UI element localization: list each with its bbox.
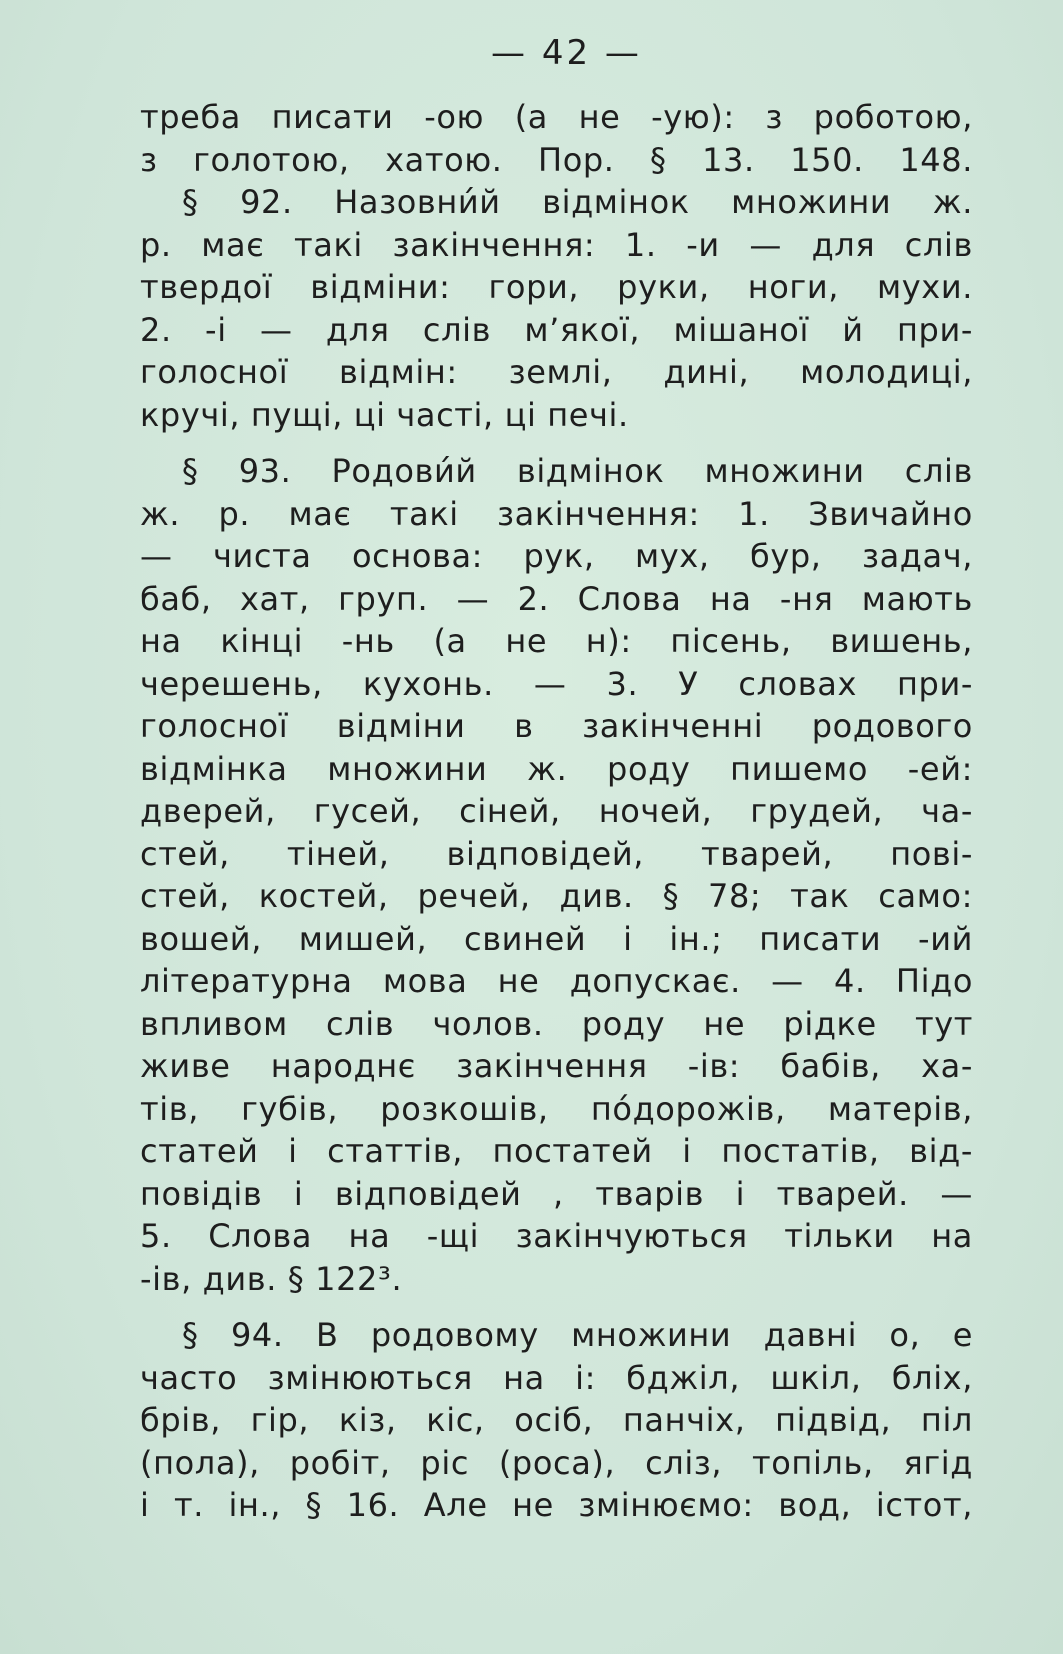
text-line: повідів і відповідей , тварів і тварей. — [140, 1174, 973, 1213]
text-line: живе народнє закінчення -ів: бабів, ха- [140, 1047, 973, 1085]
text-line: літературна мова не допускає. — 4. Підо [140, 962, 973, 1000]
text-line: § 92. Назовни́й відмінок множини ж. [182, 183, 973, 221]
text-line: р. має такі закінчення: 1. -и — для слів [140, 225, 973, 264]
text-line: голосної відмін: землі, дині, молодиці, [140, 353, 973, 391]
text-line: впливом слів чолов. роду не рідке тут [140, 1004, 973, 1043]
text-line: вошей, мишей, свиней і ін.; писати -ий [140, 919, 973, 958]
text-line: часто змінюються на і: бджіл, шкіл, бліх, [140, 1358, 973, 1397]
paragraph-gap [140, 436, 973, 450]
text-line: кручі, пущі, ці часті, ці печі. [140, 395, 629, 434]
text-line: статей і статтів, постатей і постатів, від- [140, 1132, 973, 1170]
text-line: стей, костей, речей, див. § 78; так само: [140, 877, 973, 915]
text-line: 2. -і — для слів м’якої, мішаної й при- [140, 310, 973, 349]
text-line: відмінка множини ж. роду пишемо -ей: [140, 749, 973, 788]
page-number: — 42 — [491, 33, 642, 73]
text-line: тів, губів, розкошів, пóдорожів, матерів, [140, 1089, 973, 1128]
paragraph-gap [140, 1300, 973, 1314]
text-line: — чиста основа: рук, мух, бур, задач, [140, 537, 973, 575]
text-line: треба писати -ою (а не -ую): з роботою, [140, 98, 973, 136]
text-line: -ів, див. § 122³. [140, 1259, 403, 1298]
text-line: § 93. Родови́й відмінок множини слів [182, 452, 973, 490]
text-line: (пола), робіт, ріс (роса), сліз, топіль, ягід [140, 1443, 973, 1482]
text-line: стей, тіней, відповідей, тварей, пові- [140, 834, 973, 873]
text-line: і т. ін., § 16. Але не змінюємо: вод, істот, [140, 1486, 973, 1524]
text-line: з голотою, хатою. Пор. § 13. 150. 148. [140, 140, 973, 179]
text-line: твердої відміни: гори, руки, ноги, мухи. [140, 268, 973, 306]
text-line: на кінці -нь (а не н): пісень, вишень, [140, 622, 973, 660]
text-line: баб, хат, груп. — 2. Слова на -ня мають [140, 579, 973, 618]
text-line: § 94. В родовому множини давні о, е [182, 1316, 973, 1354]
text-line: черешень, кухонь. — 3. У словах при- [140, 664, 973, 703]
text-line: ж. р. має такі закінчення: 1. Звичайно [140, 494, 973, 533]
text-line: голосної відміни в закінченні родового [140, 707, 973, 745]
text-line: брів, гір, кіз, кіс, осіб, панчіх, підвід, піл [140, 1401, 973, 1439]
text-line: 5. Слова на -щі закінчуються тільки на [140, 1217, 973, 1255]
text-line: дверей, гусей, сіней, ночей, грудей, ча- [140, 792, 973, 830]
body-text [140, 96, 973, 1527]
